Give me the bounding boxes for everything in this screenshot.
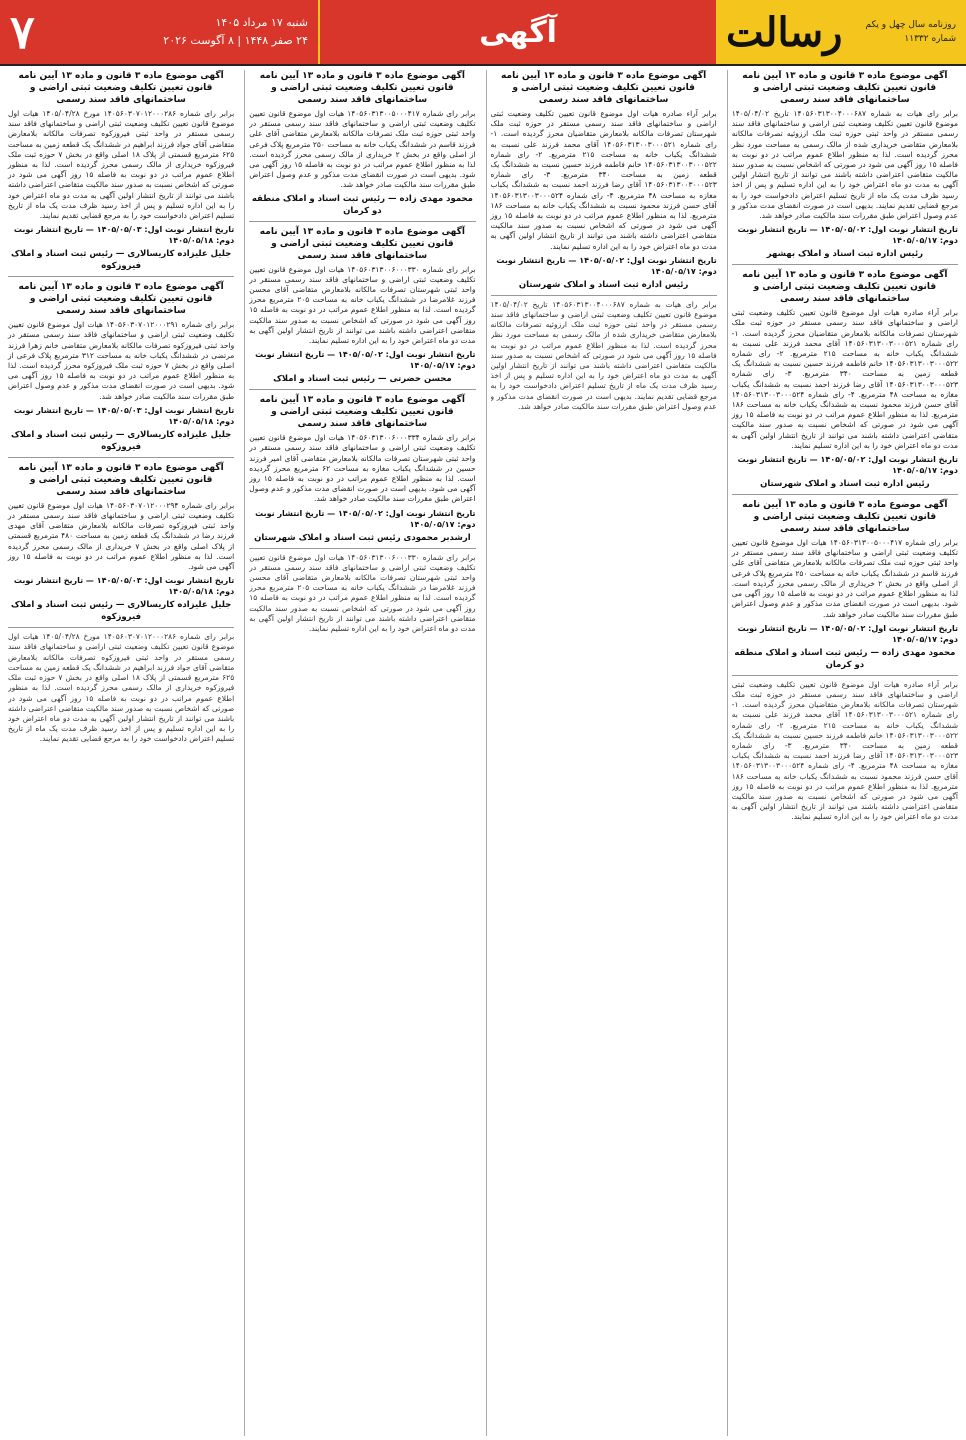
notice-heading: آگهی موضوع ماده ۳ قانون و ماده ۱۳ آیین نامه قانون تعیین تکلیف وضعیت ثبتی اراضی و ساختمانهای فاقد سند رسمی (742, 270, 948, 305)
notice-dates: تاریخ انتشار نوبت اول: ۱۴۰۵/۰۵/۰۳ — تاریخ انتشار نوبت دوم: ۱۴۰۵/۰۵/۱۸ (13, 405, 235, 426)
notice-continuation: برابر رای شماره ۱۴۰۵۶۰۳۰۷۰۱۲۰۰۰۲۸۶ مورخ ۱۴۰۵/۰۴/۲۸ هیات اول موضوع قانون تعیین تکلیف وضعیت ثبتی اراضی و ساختمانهای فاقد سند رسمی مستقر در واحد ثبتی فیروزکوه تصرفات مالکانه بلامعارض متقاضی آقای جواد فرزند ابراهیم در ششدانگ یک قطعه زمین به مساحت ۶۲۵ مترمربع قسمتی از پلاک ۱۸ اصلی واقع در بخش ۷ حوزه ثبت ملک فیروزکوه خریداری از مالک رسمی محرز گردیده است. لذا به منظور اطلاع عموم مراتب در دو نوبت به فاصله ۱۵ روز آگهی می شود در صورتی که اشخاص نسبت به صدور سند مالکیت متقاضی اعتراضی داشته باشند می توانند از تاریخ انتشار اولین آگهی به مدت دو ماه اعتراض خود را به این اداره تسلیم و پس از اخذ رسید ظرف مدت یک ماه از تاریخ تسلیم اعتراض دادخواست خود را به مرجع قضایی تقدیم نمایند. (8, 632, 235, 744)
notice-heading: آگهی موضوع ماده ۳ قانون و ماده ۱۳ آیین نامه قانون تعیین تکلیف وضعیت ثبتی اراضی و ساختمانهای فاقد سند رسمی (501, 71, 707, 105)
section-title: آگهی (479, 14, 557, 50)
meta-line-2: شماره ۱۱۳۳۲ (904, 34, 956, 44)
notice-dates: تاریخ انتشار نوبت اول: ۱۴۰۵/۰۵/۰۲ — تاریخ انتشار نوبت دوم: ۱۴۰۵/۰۵/۱۷ (255, 350, 476, 371)
notice-heading: آگهی موضوع ماده ۳ قانون و ماده ۱۳ آیین نامه قانون تعیین تکلیف وضعیت ثبتی اراضی و ساختمانهای فاقد سند رسمی (259, 395, 465, 430)
legal-notice (249, 226, 475, 391)
date-line-1: شنبه ۱۷ مرداد ۱۴۰۵ (215, 16, 308, 29)
section-banner (320, 0, 716, 64)
notice-continuation: برابر آراء صادره هیات اول موضوع قانون تعیین تکلیف وضعیت ثبتی اراضی و ساختمانهای فاقد سند رسمی مستقر در حوزه ثبت ملک شهرستان تصرفات مالکانه بلامعارض متقاضیان محرز گردیده است. ۱- رای شماره ۱۴۰۵۶۰۳۱۳۰۰۳۰۰۰۵۲۱ آقای محمد فرزند علی نسبت به ششدانگ یکباب خانه به مساحت ۲۱۵ مترمربع. ۲- رای شماره ۱۴۰۵۶۰۳۱۳۰۰۳۰۰۰۵۲۲ خانم فاطمه فرزند حسین نسبت به ششدانگ یک قطعه زمین به مساحت ۳۴۰ مترمربع. ۳- رای شماره ۱۴۰۵۶۰۳۱۳۰۰۳۰۰۰۵۲۳ آقای رضا فرزند احمد نسبت به ششدانگ یکباب مغازه به مساحت ۴۸ مترمربع. ۴- رای شماره ۱۴۰۵۶۰۳۱۳۰۰۳۰۰۰۵۲۴ آقای حسن فرزند محمود نسبت به ششدانگ یکباب خانه به مساحت ۱۸۶ مترمربع. لذا به منظور اطلاع عموم مراتب در دو نوبت به فاصله ۱۵ روز آگهی می شود در صورتی که اشخاص نسبت به صدور سند مالکیت متقاضی اعتراضی داشته باشند می توانند از تاریخ انتشار اولین آگهی به مدت دو ماه اعتراض خود را به این اداره تسلیم نمایند. (731, 679, 958, 822)
legal-notice (249, 70, 475, 222)
notice-continuation: برابر رای شماره ۱۴۰۵۶۰۳۱۳۰۰۶۰۰۰۳۳۰ هیات اول موضوع قانون تعیین تکلیف وضعیت ثبتی اراضی و ساختمانهای فاقد سند رسمی مستقر در واحد ثبتی شهرستان تصرفات مالکانه بلامعارض متقاضی آقای محسن فرزند غلامرضا در ششدانگ یکباب خانه به مساحت ۲۰۵ مترمربع محرز گردیده است. لذا به منظور اطلاع عموم مراتب در دو نوبت به فاصله ۱۵ روز آگهی می شود در صورتی که اشخاص نسبت به صدور سند مالکیت متقاضی اعتراضی داشته باشند می توانند از تاریخ انتشار اولین آگهی به مدت دو ماه اعتراض خود را به این اداره تسلیم نمایند. (249, 552, 476, 634)
notice-heading: آگهی موضوع ماده ۳ قانون و ماده ۱۳ آیین نامه قانون تعیین تکلیف وضعیت ثبتی اراضی و ساختمانهای فاقد سند رسمی (742, 71, 948, 105)
column-3 (244, 70, 479, 1436)
ad-columns (4, 70, 962, 1436)
notice-heading: آگهی موضوع ماده ۳ قانون و ماده ۱۳ آیین نامه قانون تعیین تکلیف وضعیت ثبتی اراضی و ساختمانهای فاقد سند رسمی (259, 226, 465, 261)
column-1 (727, 70, 962, 1436)
notice-body: برابر رای شماره ۱۴۰۵۶۰۳۱۳۰۰۶۰۰۰۳۳۰ هیات اول موضوع قانون تعیین تکلیف وضعیت ثبتی اراضی و ساختمانهای فاقد سند رسمی مستقر در واحد ثبتی شهرستان تصرفات مالکانه بلامعارض متقاضی آقای محسن فرزند غلامرضا در ششدانگ یکباب خانه به مساحت ۲۰۵ مترمربع محرز گردیده است. لذا به منظور اطلاع عموم مراتب در دو نوبت به فاصله ۱۵ روز آگهی می شود در صورتی که اشخاص نسبت به صدور سند مالکیت متقاضی اعتراضی داشته باشند می توانند از تاریخ انتشار اولین آگهی به مدت دو ماه اعتراض خود را به این اداره تسلیم نمایند. (249, 264, 476, 346)
notice-heading: آگهی موضوع ماده ۳ قانون و ماده ۱۳ آیین نامه قانون تعیین تکلیف وضعیت ثبتی اراضی و ساختمانهای فاقد سند رسمی (18, 71, 224, 105)
notice-continuation: برابر رای هیات به شماره ۱۴۰۵۶۰۳۱۳۰۰۴۰۰۰۶۸۷ تاریخ ۱۴۰۵/۰۴/۰۲ موضوع قانون تعیین تکلیف وضعیت ثبتی اراضی و ساختمانهای فاقد سند رسمی مستقر در واحد ثبتی حوزه ثبت ملک ارزوئیه تصرفات مالکانه بلامعارض متقاضی خریداری شده از مالک رسمی به مساحت مورد نظر محرز گردیده است. لذا به منظور اطلاع عموم مراتب در دو نوبت به فاصله ۱۵ روز آگهی می شود در صورتی که اشخاص نسبت به صدور سند مالکیت متقاضی اعتراضی داشته باشند می توانند از تاریخ انتشار اولین آگهی به مدت دو ماه اعتراض خود را به این اداره تسلیم و پس از اخذ رسید ظرف مدت یک ماه از تاریخ تسلیم اعتراض دادخواست خود را به مرجع قضایی تقدیم نمایند. بدیهی است در صورت انقضای مدت مذکور و عدم وصول اعتراض طبق مقررات سند مالکیت صادر خواهد شد. (490, 299, 717, 411)
notice-body: برابر رای شماره ۱۴۰۵۶۰۳۰۷۰۱۲۰۰۰۲۹۴ هیات اول موضوع قانون تعیین تکلیف وضعیت ثبتی اراضی و ساختمانهای فاقد سند رسمی مستقر در واحد ثبتی فیروزکوه تصرفات مالکانه بلامعارض متقاضی آقای مهدی فرزند رضا در ششدانگ یک قطعه زمین به مساحت ۴۸۰ مترمربع قسمتی از پلاک اصلی واقع در بخش ۷ خریداری از مالک رسمی محرز گردیده است. لذا به منظور اطلاع عموم مراتب در دو نوبت به فاصله ۱۵ روز آگهی می شود. (8, 500, 235, 572)
notice-signature: جلیل علیزاده کاریسالاری — رئیس ثبت اسناد و املاک فیروزکوه (10, 429, 232, 452)
notice-signature: جلیل علیزاده کاریسالاری — رئیس ثبت اسناد و املاک فیروزکوه (10, 249, 232, 272)
notice-signature: محسن حضرتی — رئیس ثبت اسناد و املاک (273, 374, 452, 385)
legal-notice (249, 394, 475, 548)
notice-body: برابر رای شماره ۱۴۰۵۶۰۳۱۳۰۰۶۰۰۰۳۳۴ هیات اول موضوع قانون تعیین تکلیف وضعیت ثبتی اراضی و ساختمانهای فاقد سند رسمی مستقر در واحد ثبتی شهرستان تصرفات مالکانه بلامعارض متقاضی آقای امیر فرزند حسین در ششدانگ یکباب مغازه به مساحت ۶۲ مترمربع محرز گردیده است. لذا به منظور اطلاع عموم مراتب در دو نوبت به فاصله ۱۵ روز آگهی می شود. بدیهی است در صورت انقضای مدت مذکور و عدم وصول اعتراض طبق مقررات سند مالکیت صادر خواهد شد. (249, 433, 476, 504)
notice-heading: آگهی موضوع ماده ۳ قانون و ماده ۱۳ آیین نامه قانون تعیین تکلیف وضعیت ثبتی اراضی و ساختمانهای فاقد سند رسمی (18, 462, 224, 497)
issue-meta (865, 18, 956, 46)
notice-body: برابر رای شماره ۱۴۰۵۶۰۳۰۷۰۱۲۰۰۰۲۹۱ هیات اول موضوع قانون تعیین تکلیف وضعیت ثبتی اراضی و ساختمانهای فاقد سند رسمی مستقر در واحد ثبتی فیروزکوه تصرفات مالکانه بلامعارض متقاضی خانم زهرا فرزند مرتضی در ششدانگ یکباب خانه به مساحت ۳۱۲ مترمربع پلاک فرعی از اصلی واقع در بخش ۷ حوزه ثبت ملک فیروزکوه محرز گردیده است. لذا به منظور اطلاع عموم مراتب در دو نوبت به فاصله ۱۵ روز آگهی می شود. بدیهی است در صورت انقضای مدت مذکور و عدم وصول اعتراض طبق مقررات سند مالکیت صادر خواهد شد. (8, 320, 235, 401)
legal-notice (8, 70, 234, 277)
notice-body: برابر رای شماره ۱۴۰۵۶۰۳۱۳۰۰۵۰۰۰۴۱۷ هیات اول موضوع قانون تعیین تکلیف وضعیت ثبتی اراضی و ساختمانهای فاقد سند رسمی مستقر در واحد ثبتی حوزه ثبت ملک تصرفات مالکانه بلامعارض متقاضی آقای علی فرزند قاسم در ششدانگ یکباب خانه به مساحت ۲۵۰ مترمربع پلاک فرعی از اصلی واقع در بخش ۲ خریداری از مالک رسمی محرز گردیده است. لذا به منظور اطلاع عموم مراتب در دو نوبت به فاصله ۱۵ روز آگهی می شود. بدیهی است در صورت انقضای مدت مذکور و عدم وصول اعتراض طبق مقررات سند مالکیت صادر خواهد شد. (731, 538, 959, 619)
meta-line-1: روزنامه سال چهل و یکم (865, 20, 956, 30)
notice-body: برابر رای هیات به شماره ۱۴۰۵۶۰۳۱۳۰۰۴۰۰۰۶۸۷ تاریخ ۱۴۰۵/۰۴/۰۲ موضوع قانون تعیین تکلیف وضعیت ثبتی اراضی و ساختمانهای فاقد سند رسمی مستقر در واحد ثبتی حوزه ثبت ملک ارزوئیه تصرفات مالکانه بلامعارض متقاضی خریداری شده از مالک رسمی به مساحت مورد نظر محرز گردیده است. لذا به منظور اطلاع عموم مراتب در دو نوبت به فاصله ۱۵ روز آگهی می شود در صورتی که اشخاص نسبت به صدور سند مالکیت متقاضی اعتراضی داشته باشند می توانند از تاریخ انتشار اولین آگهی به مدت دو ماه اعتراض خود را به این اداره تسلیم و پس از اخذ رسید ظرف مدت یک ماه از تاریخ تسلیم اعتراض دادخواست خود را به مرجع قضایی تقدیم نمایند. بدیهی است در صورت انقضای مدت مذکور و عدم وصول اعتراض طبق مقررات سند مالکیت صادر خواهد شد. (731, 109, 958, 221)
notice-signature: محمود مهدی زاده — رئیس ثبت اسناد و املاک منطقه دو کرمان (251, 193, 473, 216)
column-2 (486, 70, 721, 1436)
legal-notice (8, 281, 234, 458)
legal-notice (491, 70, 717, 296)
notice-heading: آگهی موضوع ماده ۳ قانون و ماده ۱۳ آیین نامه قانون تعیین تکلیف وضعیت ثبتی اراضی و ساختمانهای فاقد سند رسمی (18, 282, 224, 317)
notice-dates: تاریخ انتشار نوبت اول: ۱۴۰۵/۰۵/۰۲ — تاریخ انتشار نوبت دوم: ۱۴۰۵/۰۵/۱۷ (496, 255, 717, 276)
newspaper-logo: رسالت (726, 8, 843, 56)
notice-signature: محمود مهدی زاده — رئیس ثبت اسناد و املاک منطقه دو کرمان (734, 647, 956, 670)
notice-dates: تاریخ انتشار نوبت اول: ۱۴۰۵/۰۵/۰۳ — تاریخ انتشار نوبت دوم: ۱۴۰۵/۰۵/۱۸ (13, 576, 235, 597)
date-banner (0, 0, 320, 64)
notice-signature: ارشدبر محمودی رئیس ثبت اسناد و املاک شهرستان (254, 532, 471, 543)
date-block (163, 14, 308, 50)
notice-heading: آگهی موضوع ماده ۳ قانون و ماده ۱۳ آیین نامه قانون تعیین تکلیف وضعیت ثبتی اراضی و ساختمانهای فاقد سند رسمی (742, 500, 948, 535)
page-number: ۷ (10, 6, 35, 58)
notice-body: برابر رای شماره ۱۴۰۵۶۰۳۱۳۰۰۵۰۰۰۴۱۷ هیات اول موضوع قانون تعیین تکلیف وضعیت ثبتی اراضی و ساختمانهای فاقد سند رسمی مستقر در واحد ثبتی حوزه ثبت ملک تصرفات مالکانه بلامعارض متقاضی آقای علی فرزند قاسم در ششدانگ یکباب خانه به مساحت ۲۵۰ مترمربع پلاک فرعی از اصلی واقع در بخش ۲ خریداری از مالک رسمی محرز گردیده است. لذا به منظور اطلاع عموم مراتب در دو نوبت به فاصله ۱۵ روز آگهی می شود. بدیهی است در صورت انقضای مدت مذکور و عدم وصول اعتراض طبق مقررات سند مالکیت صادر خواهد شد. (249, 109, 476, 190)
column-4 (4, 70, 238, 1436)
legal-notice (732, 269, 958, 495)
notice-body: برابر آراء صادره هیات اول موضوع قانون تعیین تکلیف وضعیت ثبتی اراضی و ساختمانهای فاقد سند رسمی مستقر در حوزه ثبت ملک شهرستان تصرفات مالکانه بلامعارض متقاضیان محرز گردیده است. ۱- رای شماره ۱۴۰۵۶۰۳۱۳۰۰۳۰۰۰۵۲۱ آقای محمد فرزند علی نسبت به ششدانگ یکباب خانه به مساحت ۲۱۵ مترمربع. ۲- رای شماره ۱۴۰۵۶۰۳۱۳۰۰۳۰۰۰۵۲۲ خانم فاطمه فرزند حسین نسبت به ششدانگ یک قطعه زمین به مساحت ۳۴۰ مترمربع. ۳- رای شماره ۱۴۰۵۶۰۳۱۳۰۰۳۰۰۰۵۲۳ آقای رضا فرزند احمد نسبت به ششدانگ یکباب مغازه به مساحت ۴۸ مترمربع. ۴- رای شماره ۱۴۰۵۶۰۳۱۳۰۰۳۰۰۰۵۲۴ آقای حسن فرزند محمود نسبت به ششدانگ یکباب خانه به مساحت ۱۸۶ مترمربع. لذا به منظور اطلاع عموم مراتب در دو نوبت به فاصله ۱۵ روز آگهی می شود در صورتی که اشخاص نسبت به صدور سند مالکیت متقاضی اعتراضی داشته باشند می توانند از تاریخ انتشار اولین آگهی به مدت دو ماه اعتراض خود را به این اداره تسلیم نمایند. (731, 308, 959, 450)
notice-signature: رئیس اداره ثبت اسناد و املاک شهرستان (518, 279, 689, 290)
notice-signature: رئیس اداره ثبت اسناد و املاک شهرستان (760, 479, 930, 490)
newspaper-brand (716, 0, 966, 64)
notice-body: برابر رای شماره ۱۴۰۵۶۰۳۰۷۰۱۲۰۰۰۲۸۶ مورخ ۱۴۰۵/۰۴/۲۸ هیات اول موضوع قانون تعیین تکلیف وضعیت ثبتی اراضی و ساختمانهای فاقد سند رسمی مستقر در واحد ثبتی فیروزکوه تصرفات مالکانه بلامعارض متقاضی آقای جواد فرزند ابراهیم در ششدانگ یک قطعه زمین به مساحت ۶۲۵ مترمربع قسمتی از پلاک ۱۸ اصلی واقع در بخش ۷ حوزه ثبت ملک فیروزکوه خریداری از مالک رسمی محرز گردیده است. لذا به منظور اطلاع عموم مراتب در دو نوبت به فاصله ۱۵ روز آگهی می شود در صورتی که اشخاص نسبت به صدور سند مالکیت متقاضی اعتراضی داشته باشند می توانند از تاریخ انتشار اولین آگهی به مدت دو ماه اعتراض خود را به این اداره تسلیم و پس از اخذ رسید ظرف مدت یک ماه از تاریخ تسلیم اعتراض دادخواست خود را به مرجع قضایی تقدیم نمایند. (8, 109, 235, 221)
masthead (0, 0, 966, 66)
notice-dates: تاریخ انتشار نوبت اول: ۱۴۰۵/۰۵/۰۲ — تاریخ انتشار نوبت دوم: ۱۴۰۵/۰۵/۱۷ (737, 455, 958, 476)
legal-notice (732, 499, 958, 676)
notice-heading: آگهی موضوع ماده ۳ قانون و ماده ۱۳ آیین نامه قانون تعیین تکلیف وضعیت ثبتی اراضی و ساختمانهای فاقد سند رسمی (259, 71, 465, 105)
notice-dates: تاریخ انتشار نوبت اول: ۱۴۰۵/۰۵/۰۲ — تاریخ انتشار نوبت دوم: ۱۴۰۵/۰۵/۱۷ (255, 508, 476, 529)
notice-signature: رئیس اداره ثبت اسناد و املاک بهشهر (766, 249, 924, 260)
notice-body: برابر آراء صادره هیات اول موضوع قانون تعیین تکلیف وضعیت ثبتی اراضی و ساختمانهای فاقد سند رسمی مستقر در حوزه ثبت ملک شهرستان تصرفات مالکانه بلامعارض متقاضیان محرز گردیده است. ۱- رای شماره ۱۴۰۵۶۰۳۱۳۰۰۳۰۰۰۵۲۱ آقای محمد فرزند علی نسبت به ششدانگ یکباب خانه به مساحت ۲۱۵ مترمربع. ۲- رای شماره ۱۴۰۵۶۰۳۱۳۰۰۳۰۰۰۵۲۲ خانم فاطمه فرزند حسین نسبت به ششدانگ یک قطعه زمین به مساحت ۳۴۰ مترمربع. ۳- رای شماره ۱۴۰۵۶۰۳۱۳۰۰۳۰۰۰۵۲۳ آقای رضا فرزند احمد نسبت به ششدانگ یکباب مغازه به مساحت ۴۸ مترمربع. ۴- رای شماره ۱۴۰۵۶۰۳۱۳۰۰۳۰۰۰۵۲۴ آقای حسن فرزند محمود نسبت به ششدانگ یکباب خانه به مساحت ۱۸۶ مترمربع. لذا به منظور اطلاع عموم مراتب در دو نوبت به فاصله ۱۵ روز آگهی می شود در صورتی که اشخاص نسبت به صدور سند مالکیت متقاضی اعتراضی داشته باشند می توانند از تاریخ انتشار اولین آگهی به مدت دو ماه اعتراض خود را به این اداره تسلیم نمایند. (490, 109, 717, 251)
legal-notice (8, 462, 234, 628)
notice-dates: تاریخ انتشار نوبت اول: ۱۴۰۵/۰۵/۰۳ — تاریخ انتشار نوبت دوم: ۱۴۰۵/۰۵/۱۸ (13, 225, 235, 246)
date-line-2: ۲۴ صفر ۱۴۴۸ | ۸ آگوست ۲۰۲۶ (163, 34, 308, 47)
notice-signature: جلیل علیزاده کاریسالاری — رئیس ثبت اسناد و املاک فیروزکوه (10, 600, 232, 623)
notice-dates: تاریخ انتشار نوبت اول: ۱۴۰۵/۰۵/۰۲ — تاریخ انتشار نوبت دوم: ۱۴۰۵/۰۵/۱۷ (737, 225, 958, 246)
notice-dates: تاریخ انتشار نوبت اول: ۱۴۰۵/۰۵/۰۲ — تاریخ انتشار نوبت دوم: ۱۴۰۵/۰۵/۱۷ (737, 623, 958, 644)
legal-notice (732, 70, 958, 265)
